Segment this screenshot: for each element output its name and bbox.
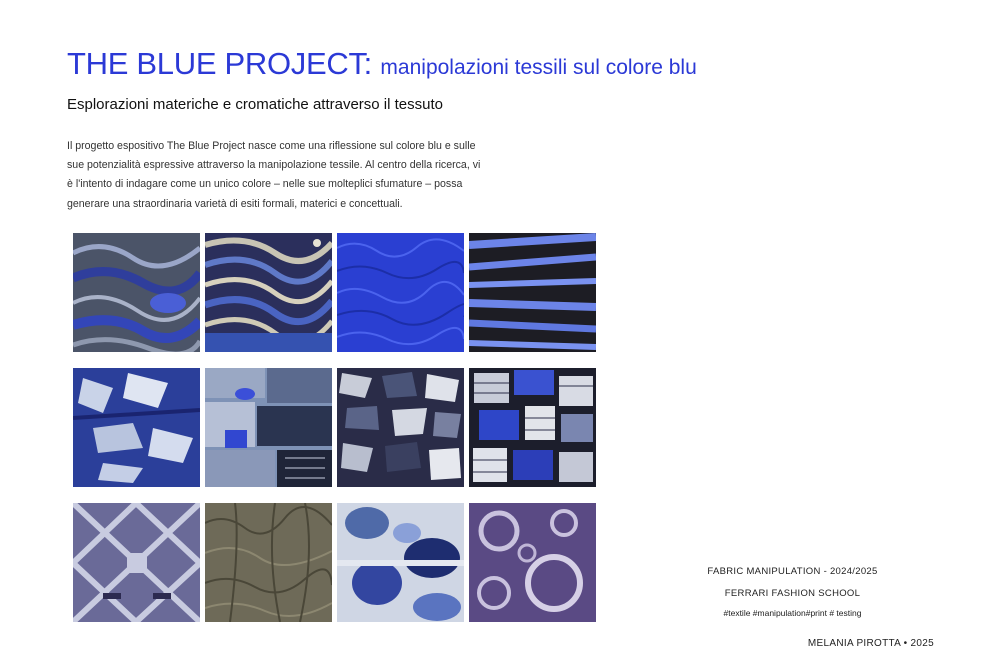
tile-shibori-diamond xyxy=(73,503,200,622)
school-label: FERRARI FASHION SCHOOL xyxy=(724,588,861,599)
page-title xyxy=(67,46,697,82)
tile-purple-ring-dye xyxy=(469,503,596,622)
hashtags: #textile #manipulation#print # testing xyxy=(723,608,862,618)
page-subtitle: Esplorazioni materiche e cromatiche attraverso il tessuto xyxy=(67,96,443,113)
tile-crackle-texture xyxy=(205,503,332,622)
tile-plaid-patchwork xyxy=(469,368,596,487)
title-main: THE BLUE PROJECT: xyxy=(67,46,372,81)
title-sub: manipolazioni tessili sul colore blu xyxy=(380,56,697,79)
tile-marbled-stripes xyxy=(205,233,332,352)
course-label: FABRIC MANIPULATION - 2024/2025 xyxy=(707,566,878,577)
swatch-grid xyxy=(73,233,596,622)
tile-wavy-stitched-blue-gray xyxy=(73,233,200,352)
intro-paragraph: Il progetto espositivo The Blue Project nasce come una riflessione sul colore blu e sulle sue potenzialità espressive attraverso la manipolazione tessile. Al centro della ricerca, vi è l'intento di indagare come un unico colore – nelle sue molteplici sfumature – possa generare una straordinaria varietà di esiti formali, materici e concettuali. xyxy=(67,140,481,210)
tile-tie-dye-blue xyxy=(337,503,464,622)
tile-quilted-cobalt xyxy=(337,233,464,352)
tile-torn-print-blue xyxy=(73,368,200,487)
author-credit: MELANIA PIROTTA • 2025 xyxy=(807,638,934,649)
tile-denim-patchwork xyxy=(205,368,332,487)
course-info xyxy=(690,566,895,618)
tile-fragment-collage xyxy=(337,368,464,487)
tile-woven-strips xyxy=(469,233,596,352)
